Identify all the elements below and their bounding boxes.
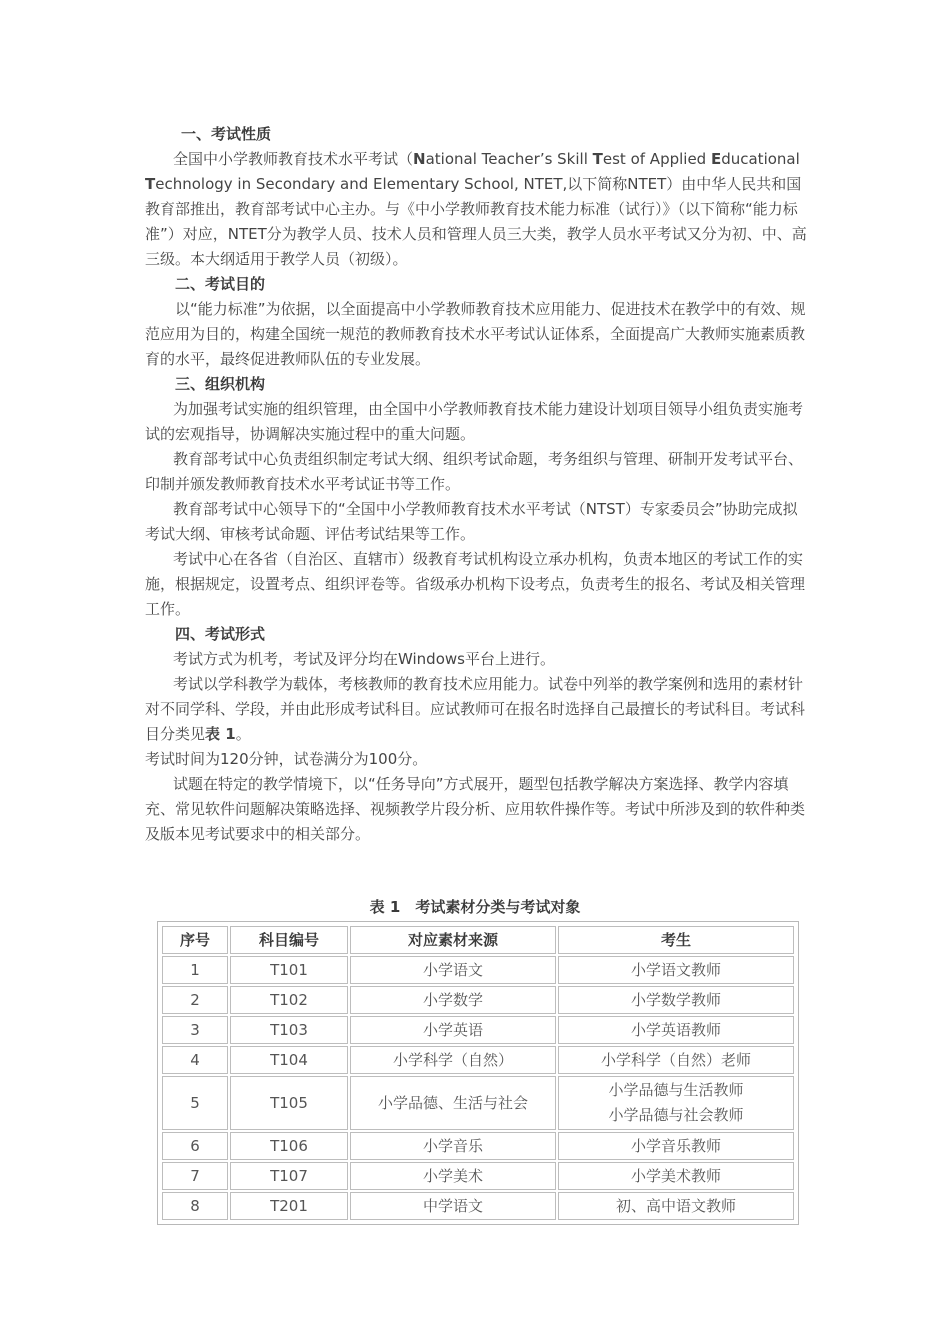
cell-code: T102 xyxy=(230,986,348,1014)
cell-code: T101 xyxy=(230,956,348,984)
cell-code: T201 xyxy=(230,1192,348,1220)
paragraph-purpose: 以“能力标准”为依据，以全面提高中小学教师教育技术应用能力、促进技术在教学中的有效、规范应用为目的，构建全国统一规范的教师教育技术水平考试认证体系，全面提高广大教师实施素质教育的水平，最终促进教师队伍的专业发展。 xyxy=(145,300,806,368)
table-header-row xyxy=(162,926,794,954)
paragraph-format-1: 考试方式为机考，考试及评分均在Windows平台上进行。 xyxy=(173,650,555,668)
section-heading-purpose: 二、考试目的 xyxy=(175,275,266,293)
candidate-line: 小学品德与生活教师 xyxy=(608,1081,744,1099)
section-heading-organization: 三、组织机构 xyxy=(175,375,266,393)
bold-letter: E xyxy=(710,150,722,168)
cell-index: 6 xyxy=(162,1132,228,1160)
cell-code: T107 xyxy=(230,1162,348,1190)
text-run: 考试以学科教学为载体，考核教师的教育技术应用能力。试卷中列举的教学案例和选用的素材针对不同学科、学段，并由此形成考试科目。应试教师可在报名时选择自己最擅长的考试科目。考试科目分类见 xyxy=(145,675,806,743)
cell-code: T104 xyxy=(230,1046,348,1074)
bold-letter: T xyxy=(592,150,603,168)
header-cell: 对应素材来源 xyxy=(350,926,556,954)
table-row xyxy=(162,1016,794,1044)
document-body xyxy=(145,122,809,847)
cell-index: 3 xyxy=(162,1016,228,1044)
cell-source: 小学语文 xyxy=(350,956,556,984)
cell-candidate: 小学英语教师 xyxy=(558,1016,794,1044)
cell-candidate: 小学美术教师 xyxy=(558,1162,794,1190)
candidate-line: 小学品德与社会教师 xyxy=(608,1106,744,1124)
table-row xyxy=(162,1046,794,1074)
paragraph-organization-2: 教育部考试中心负责组织制定考试大纲、组织考试命题，考务组织与管理、研制开发考试平台、印制并颁发教师教育技术水平考试证书等工作。 xyxy=(145,450,804,493)
cell-index: 4 xyxy=(162,1046,228,1074)
cell-index: 1 xyxy=(162,956,228,984)
table-caption: 表 1 考试素材分类与考试对象 xyxy=(369,898,581,916)
cell-index: 7 xyxy=(162,1162,228,1190)
text-run: ational Teacher’s Skill xyxy=(425,150,593,168)
header-cell: 科目编号 xyxy=(230,926,348,954)
header-cell: 序号 xyxy=(162,926,228,954)
cell-code: T103 xyxy=(230,1016,348,1044)
paragraph-nature xyxy=(145,147,809,272)
cell-candidate: 小学音乐教师 xyxy=(558,1132,794,1160)
table-row xyxy=(162,1132,794,1160)
cell-candidate xyxy=(558,1076,794,1130)
header-cell: 考生 xyxy=(558,926,794,954)
text-run: est of Applied xyxy=(602,150,711,168)
cell-code: T105 xyxy=(230,1076,348,1130)
text-run: echnology in Secondary and Elementary School, NTET,以下简称NTET）由中华人民共和国教育部推出，教育部考试中心主办。与《中小学教师教育技术能力标准（试行）》（以下简称“能力标准”）对应，NTET分为教学人员、技术人员和管理人员三大类，教学人员水平考试又分为初、中、高三级。本大纲适用于教学人员（初级）。 xyxy=(145,175,807,268)
cell-source: 小学音乐 xyxy=(350,1132,556,1160)
paragraph-format-4: 试题在特定的教学情境下，以“任务导向”方式展开，题型包括教学解决方案选择、教学内容填充、常见软件问题解决策略选择、视频教学片段分析、应用软件操作等。考试中所涉及到的软件种类及版本见考试要求中的相关部分。 xyxy=(145,775,806,843)
text-run: 。 xyxy=(235,725,251,743)
table-row xyxy=(162,986,794,1014)
bold-letter: N xyxy=(413,150,426,168)
table-row xyxy=(162,1192,794,1220)
cell-index: 5 xyxy=(162,1076,228,1130)
cell-source: 小学英语 xyxy=(350,1016,556,1044)
table-reference: 表 1 xyxy=(205,725,236,743)
table-row xyxy=(162,956,794,984)
section-heading-nature: 一、考试性质 xyxy=(181,125,272,143)
cell-code: T106 xyxy=(230,1132,348,1160)
cell-source: 小学数学 xyxy=(350,986,556,1014)
subjects-table xyxy=(157,921,799,1225)
paragraph-organization-4: 考试中心在各省（自治区、直辖市）级教育考试机构设立承办机构，负责本地区的考试工作的实施，根据规定，设置考点、组织评卷等。省级承办机构下设考点，负责考生的报名、考试及相关管理工作。 xyxy=(145,550,806,618)
cell-index: 2 xyxy=(162,986,228,1014)
cell-candidate: 小学数学教师 xyxy=(558,986,794,1014)
cell-candidate: 小学语文教师 xyxy=(558,956,794,984)
cell-candidate: 小学科学（自然）老师 xyxy=(558,1046,794,1074)
text-run: 全国中小学教师教育技术水平考试（ xyxy=(173,150,414,168)
section-heading-format: 四、考试形式 xyxy=(175,625,266,643)
cell-source: 小学品德、生活与社会 xyxy=(350,1076,556,1130)
table-row xyxy=(162,1162,794,1190)
paragraph-organization-1: 为加强考试实施的组织管理，由全国中小学教师教育技术能力建设计划项目领导小组负责实施考试的宏观指导，协调解决实施过程中的重大问题。 xyxy=(145,400,804,443)
cell-source: 小学科学（自然） xyxy=(350,1046,556,1074)
table-row xyxy=(162,1076,794,1130)
paragraph-format-2 xyxy=(145,672,809,747)
cell-source: 中学语文 xyxy=(350,1192,556,1220)
text-run: ducational xyxy=(721,150,800,168)
paragraph-format-3: 考试时间为120分钟，试卷满分为100分。 xyxy=(145,750,428,768)
paragraph-organization-3: 教育部考试中心领导下的“全国中小学教师教育技术水平考试（NTST）专家委员会”协助完成拟考试大纲、审核考试命题、评估考试结果等工作。 xyxy=(145,500,798,543)
cell-candidate: 初、高中语文教师 xyxy=(558,1192,794,1220)
bold-letter: T xyxy=(145,175,156,193)
cell-source: 小学美术 xyxy=(350,1162,556,1190)
cell-index: 8 xyxy=(162,1192,228,1220)
